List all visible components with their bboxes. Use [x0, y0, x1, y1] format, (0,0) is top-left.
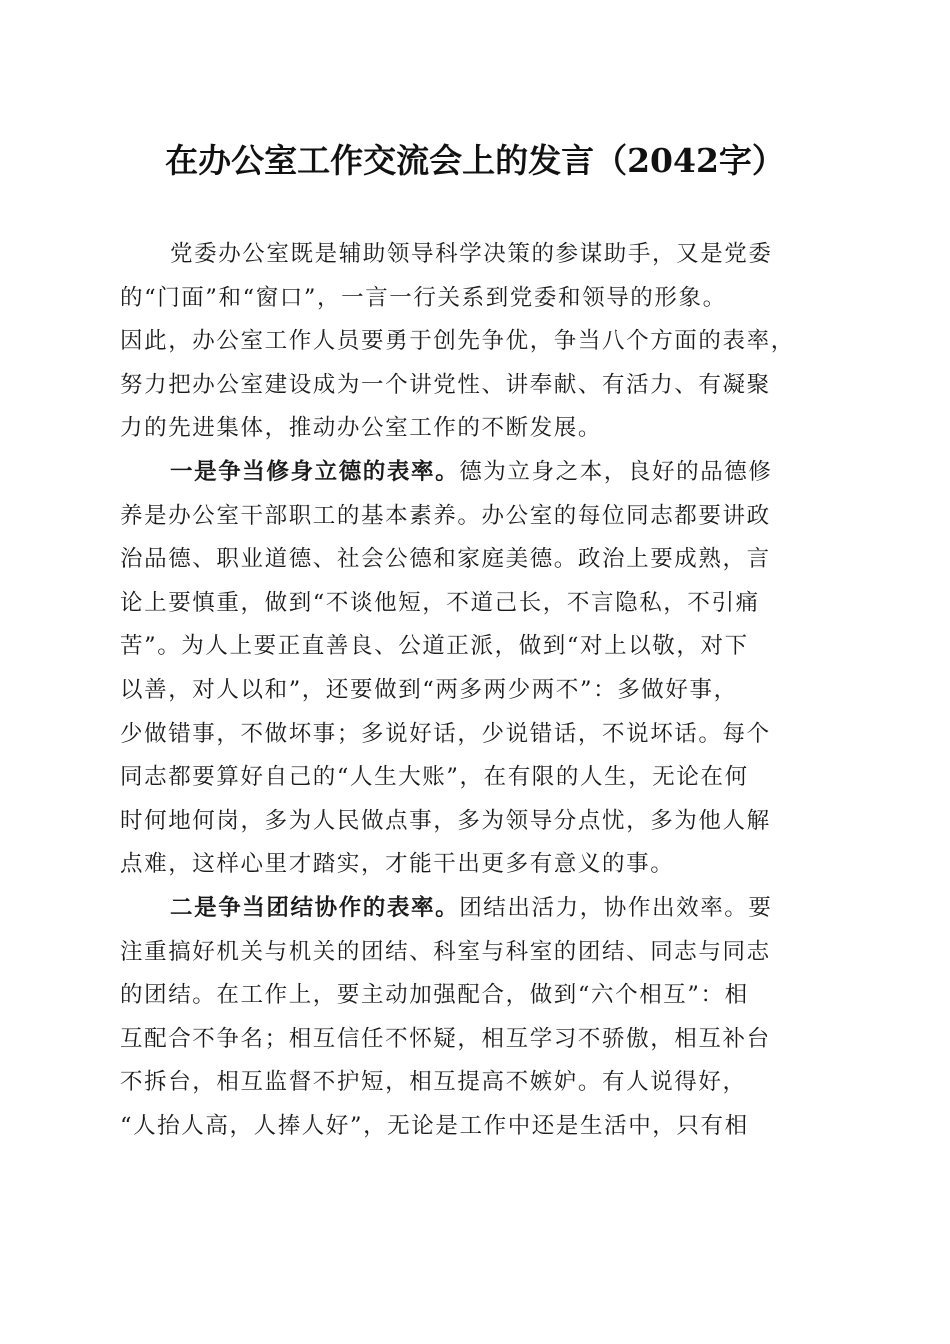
- text-line: 少做错事，不做坏事；多说好话，少说错话，不说坏话。每个: [120, 720, 771, 747]
- text-line: [120, 887, 835, 931]
- text-line: 努力把办公室建设成为一个讲党性、讲奉献、有活力、有凝聚: [120, 371, 771, 398]
- document-title: 在办公室工作交流会上的发言（2042字）: [165, 141, 785, 180]
- text-line: 点难，这样心里才踏实，才能干出更多有意义的事。: [120, 851, 675, 878]
- document-body: [120, 233, 835, 1148]
- text-line: 注重搞好机关与机关的团结、科室与科室的团结、同志与同志: [120, 938, 771, 965]
- text-line: 苦”。为人上要正直善良、公道正派，做到“对上以敬，对下: [120, 633, 749, 660]
- text-line: “人抬人高，人捧人好”，无论是工作中还是生活中，只有相: [120, 1112, 749, 1139]
- text-segment: 德为立身之本，良好的品德修: [459, 458, 773, 485]
- text-line: 因此，办公室工作人员要勇于创先争优，争当八个方面的表率，: [120, 328, 795, 355]
- text-line: 治品德、职业道德、社会公德和家庭美德。政治上要成熟，言: [120, 546, 771, 573]
- text-line: 时何地何岗，多为人民做点事，多为领导分点忧，多为他人解: [120, 807, 771, 834]
- paragraph-lead-heading: 一是争当修身立德的表率。: [170, 458, 460, 485]
- text-line: 的“门面”和“窗口”，一言一行关系到党委和领导的形象。: [120, 284, 727, 311]
- paragraph-point-2: [120, 887, 835, 1149]
- paragraph-intro: [120, 233, 835, 451]
- text-line: 论上要慎重，做到“不谈他短，不道己长，不言隐私，不引痛: [120, 589, 760, 616]
- text-line: 不拆台，相互监督不护短，相互提高不嫉妒。有人说得好，: [120, 1069, 747, 1096]
- text-line: 的团结。在工作上，要主动加强配合，做到“六个相互”：相: [120, 982, 749, 1009]
- text-line: 养是办公室干部职工的基本素养。办公室的每位同志都要讲政: [120, 502, 771, 529]
- text-line: 同志都要算好自己的“人生大账”，在有限的人生，无论在何: [120, 764, 749, 791]
- paragraph-point-1: [120, 451, 835, 887]
- text-segment: 团结出活力，协作出效率。要: [459, 894, 773, 921]
- text-line: 互配合不争名；相互信任不怀疑，相互学习不骄傲，相互补台: [120, 1025, 771, 1052]
- text-line: 以善，对人以和”，还要做到“两多两少两不”：多做好事，: [120, 676, 738, 703]
- text-line: 力的先进集体，推动办公室工作的不断发展。: [120, 415, 603, 442]
- text-line: 党委办公室既是辅助领导科学决策的参谋助手，又是党委: [170, 241, 773, 267]
- text-line: [120, 451, 835, 495]
- paragraph-lead-heading: 二是争当团结协作的表率。: [170, 894, 460, 921]
